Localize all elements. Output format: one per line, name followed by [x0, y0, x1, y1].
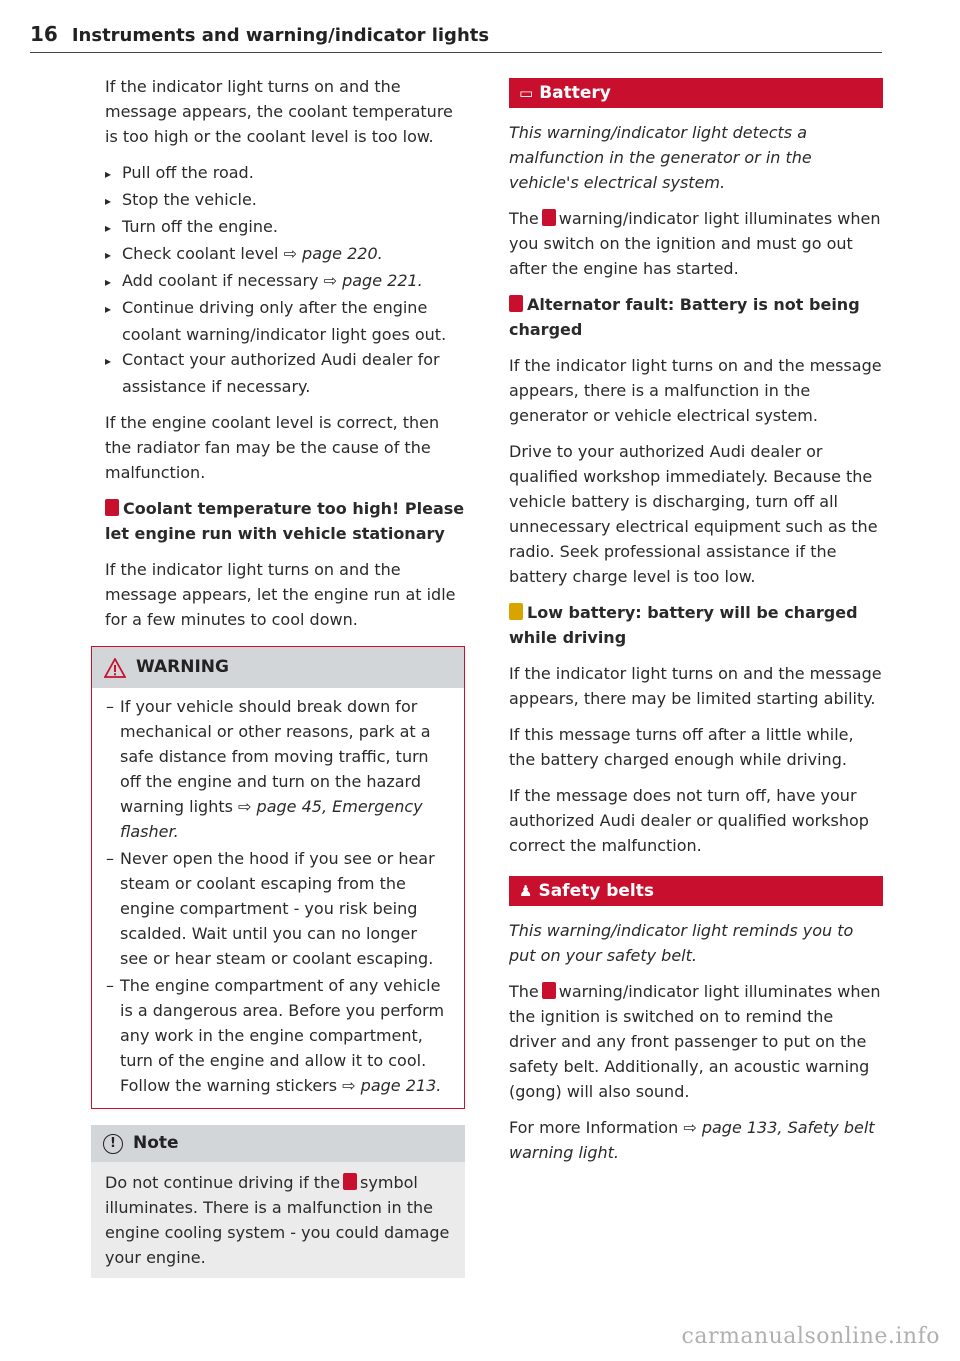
- safety-belts-intro: This warning/indicator light reminds you to put on your safety belt.: [509, 921, 854, 965]
- step-item: ▸ Contact your authorized Audi dealer for assistance if necessary.: [105, 347, 467, 399]
- step-item: ▸ Add coolant if necessary ⇨ page 221.: [105, 268, 467, 295]
- alternator-paragraph-1: If the indicator light turns on and the message appears, there is a malfunction in the generator or vehicle electrical system.: [509, 356, 882, 425]
- left-column: [105, 74, 467, 1278]
- battery-section-bar: ▭ Battery: [509, 78, 883, 108]
- safety-belts-paragraph: The warning/indicator light illuminates when the ignition is switched on to remind the driver and any front passenger to put on the safety belt. Additionally, an acoustic warning (gong) will also sound.: [509, 982, 881, 1101]
- page-link[interactable]: ⇨ page 213.: [342, 1076, 442, 1095]
- page-link[interactable]: ⇨ page 221.: [323, 271, 423, 290]
- battery-yellow-indicator-icon: [509, 603, 523, 620]
- seatbelt-icon: ♟: [519, 882, 533, 900]
- info-circle-icon: !: [103, 1134, 123, 1154]
- safety-belts-section-bar: ♟ Safety belts: [509, 876, 883, 906]
- right-column: [509, 74, 883, 1176]
- page-number: 16: [30, 22, 58, 46]
- step-item: ▸ Turn off the engine.: [105, 214, 467, 241]
- seatbelt-indicator-icon: [542, 982, 556, 999]
- safety-belts-more-info: For more Information ⇨ page 133, Safety belt warning light.: [509, 1118, 875, 1162]
- step-item: ▸ Pull off the road.: [105, 160, 467, 187]
- note-body: Do not continue driving if the symbol illuminates. There is a malfunction in the engine cooling system - you could damage your engine.: [105, 1173, 450, 1267]
- coolant-steps: [105, 160, 467, 399]
- radiator-fan-paragraph: If the engine coolant level is correct, then the radiator fan may be the cause of the malfunction.: [105, 413, 440, 482]
- page-link[interactable]: ⇨ page 220.: [283, 244, 383, 263]
- low-battery-paragraph-3: If the message does not turn off, have your authorized Audi dealer or qualified workshop correct the malfunction.: [509, 786, 869, 855]
- battery-indicator-icon: [509, 295, 523, 312]
- warning-triangle-icon: [104, 658, 126, 678]
- warning-box: [91, 646, 465, 1109]
- step-item: ▸ Continue driving only after the engine coolant warning/indicator light goes out.: [105, 295, 467, 347]
- page-link[interactable]: ⇨ page 45, Emergency flasher.: [120, 797, 423, 841]
- warning-title: WARNING: [136, 657, 229, 677]
- step-item: ▸ Stop the vehicle.: [105, 187, 467, 214]
- note-box: [91, 1125, 465, 1278]
- low-battery-paragraph-2: If this message turns off after a little while, the battery charged enough while driving.: [509, 725, 854, 769]
- note-header: [91, 1125, 465, 1162]
- idle-paragraph: If the indicator light turns on and the message appears, let the engine run at idle for a few minutes to cool down.: [105, 560, 456, 629]
- page-header: [30, 22, 882, 53]
- battery-paragraph: The warning/indicator light illuminates when you switch on the ignition and must go out after the engine has started.: [509, 209, 881, 278]
- battery-indicator-icon: [542, 209, 556, 226]
- low-battery-paragraph-1: If the indicator light turns on and the message appears, there may be limited starting ability.: [509, 664, 882, 708]
- alternator-paragraph-2: Drive to your authorized Audi dealer or qualified workshop immediately. Because the vehicle battery is discharging, turn off all unnecessary electrical equipment such as the radio. Seek professional assistance if the battery charge level is too low.: [509, 442, 878, 586]
- warning-header: [92, 647, 464, 688]
- warning-item: – The engine compartment of any vehicle is a dangerous area. Before you perform any work in the engine compartment, turn of the engine and allow it to cool. Follow the warning stickers ⇨ page 213.: [106, 973, 450, 1098]
- alternator-heading: Alternator fault: Battery is not being charged: [509, 295, 860, 339]
- battery-icon: ▭: [519, 84, 534, 102]
- coolant-temp-heading: Coolant temperature too high! Please let engine run with vehicle stationary: [105, 499, 465, 543]
- coolant-intro: If the indicator light turns on and the message appears, the coolant temperature is too high or the coolant level is too low.: [105, 77, 453, 146]
- warning-body: [92, 688, 464, 1108]
- chapter-title: Instruments and warning/indicator lights: [71, 25, 490, 46]
- battery-intro: This warning/indicator light detects a malfunction in the generator or in the vehicle's electrical system.: [509, 123, 812, 192]
- low-battery-heading: Low battery: battery will be charged while driving: [509, 603, 858, 647]
- warning-item: – If your vehicle should break down for mechanical or other reasons, park at a safe distance from moving traffic, turn off the engine and turn on the hazard warning lights ⇨ page 45, Emergency flasher.: [106, 694, 450, 844]
- warning-item: – Never open the hood if you see or hear steam or coolant escaping from the engine compartment - you risk being scalded. Wait until you can no longer see or hear steam or coolant escaping.: [106, 846, 450, 971]
- note-title: Note: [133, 1133, 179, 1153]
- site-watermark: carmanualsonline.info: [681, 1324, 940, 1349]
- page-link[interactable]: ⇨ page 133, Safety belt warning light.: [509, 1118, 875, 1162]
- coolant-indicator-icon: [105, 499, 119, 516]
- step-item: ▸ Check coolant level ⇨ page 220.: [105, 241, 467, 268]
- coolant-indicator-icon: [343, 1173, 357, 1190]
